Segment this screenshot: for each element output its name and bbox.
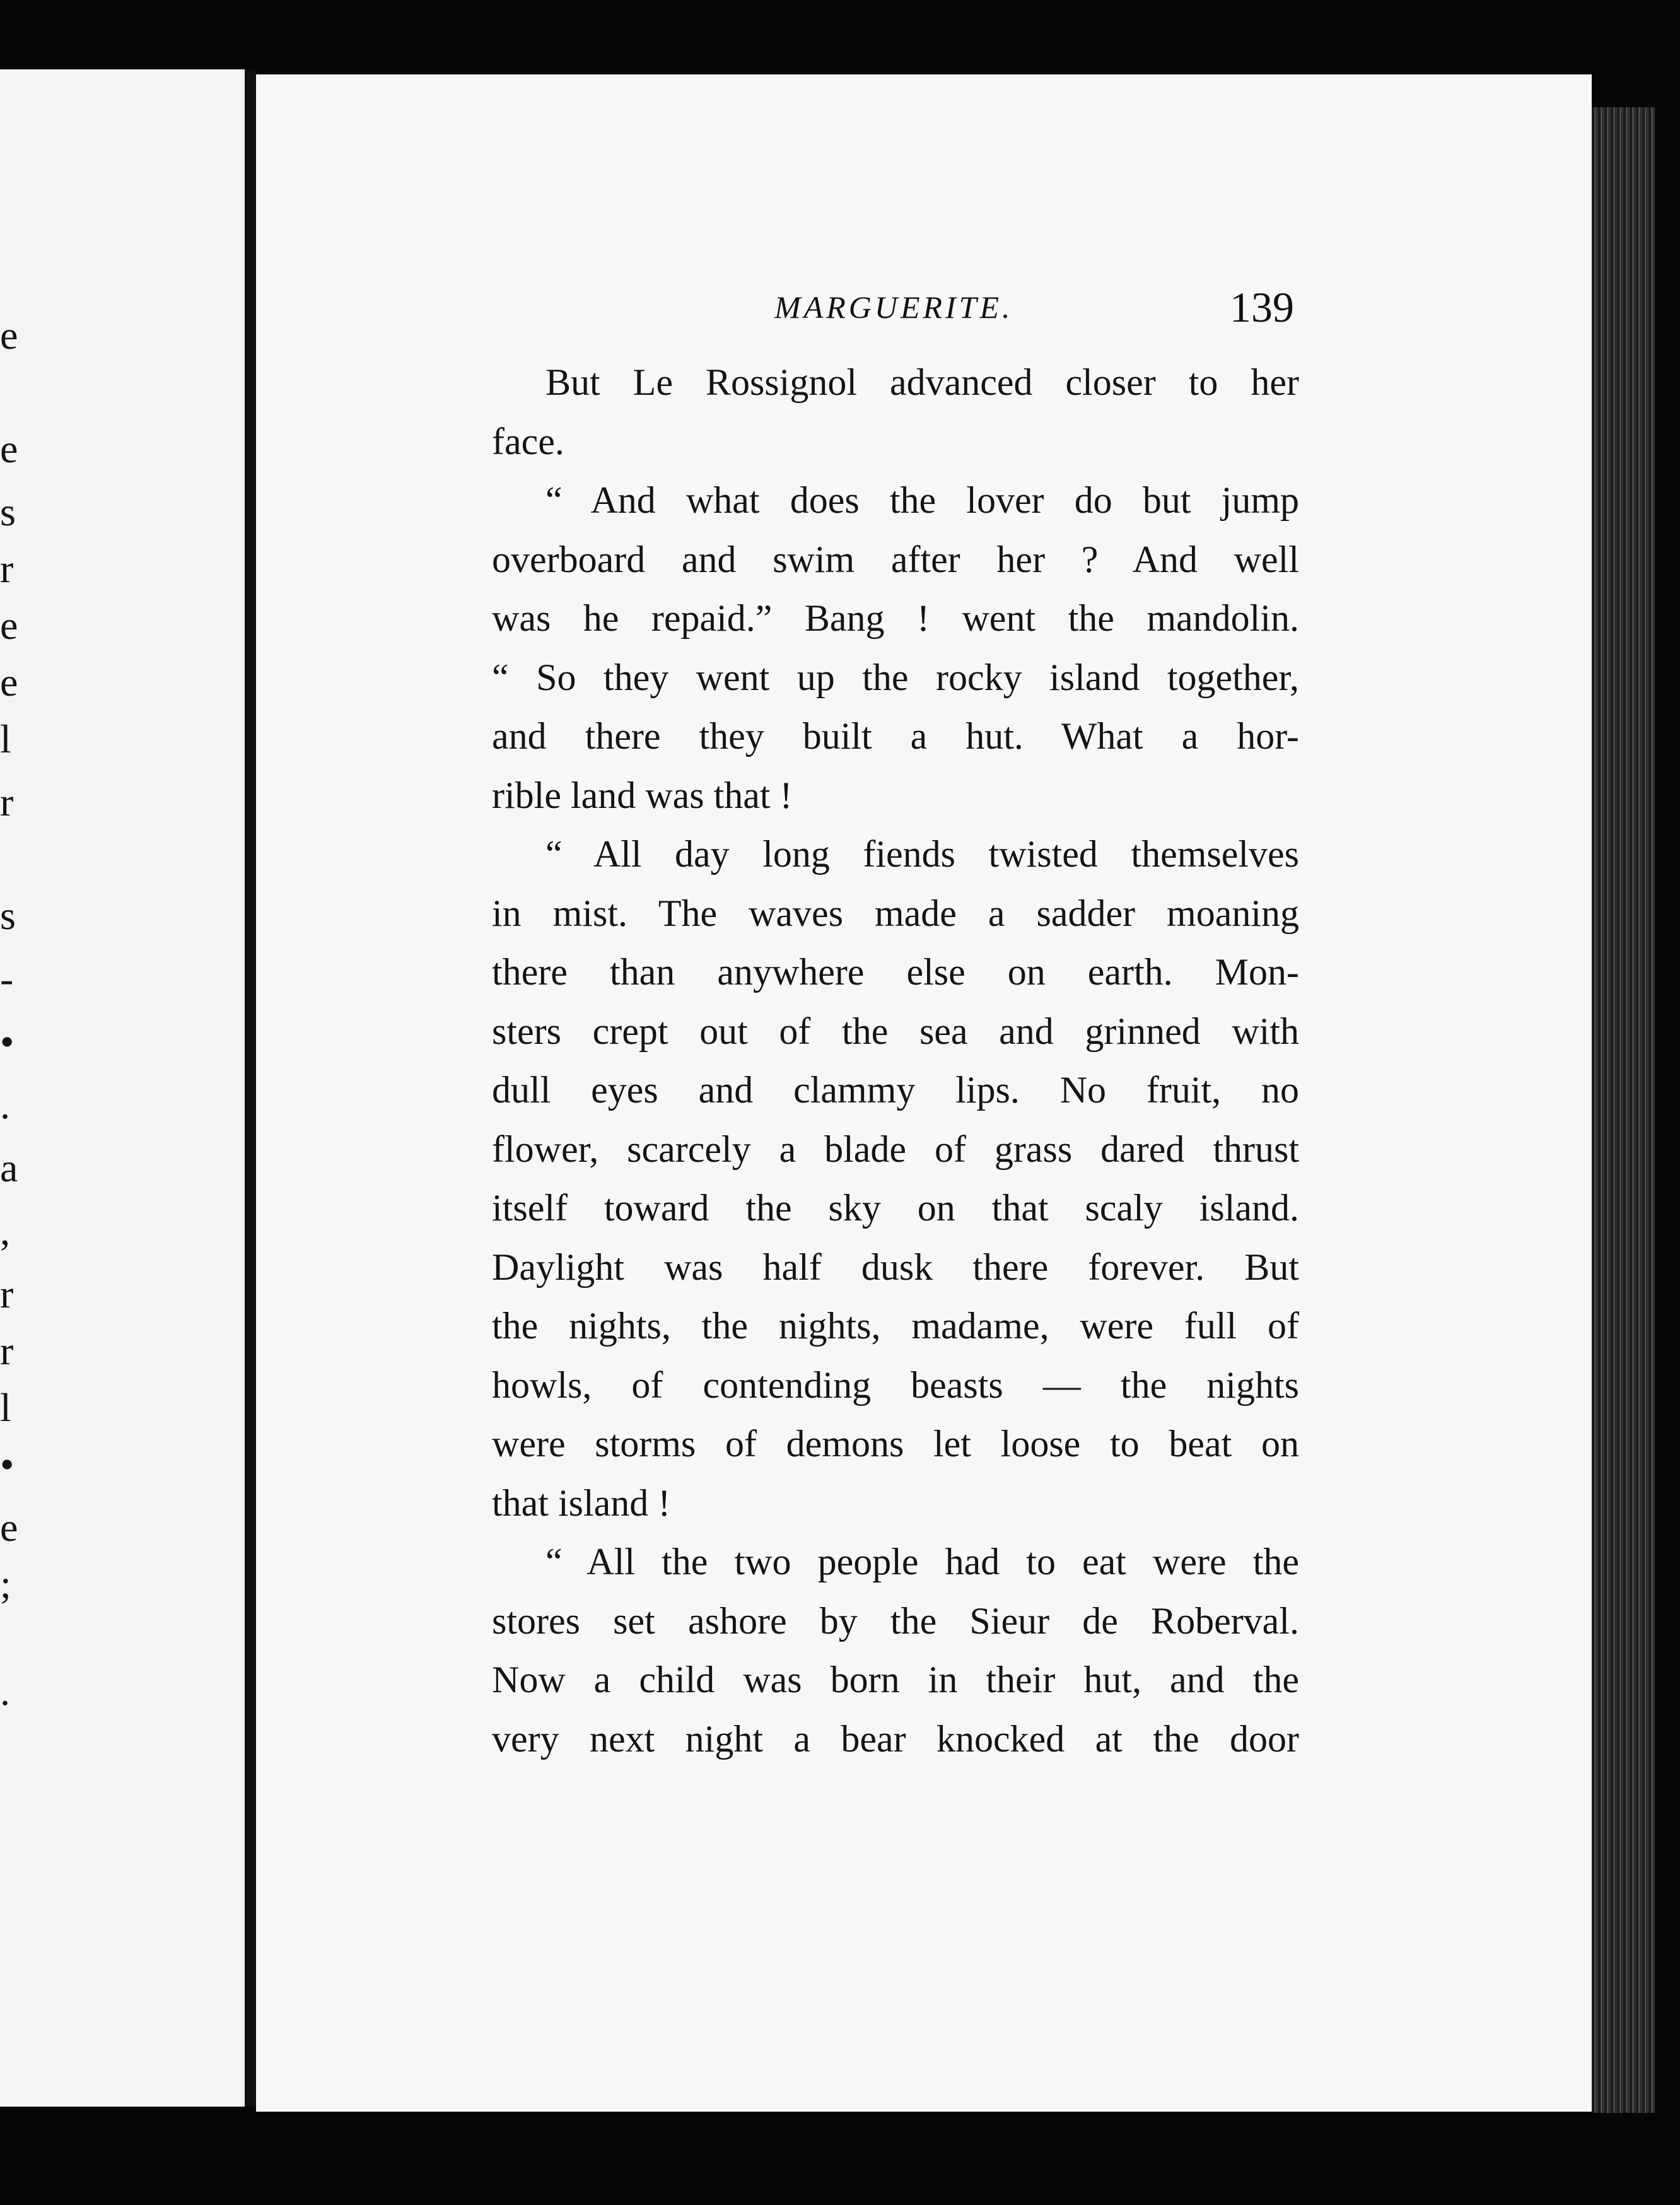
text-line: flower, scarcely a blade of grass dared thrust	[492, 1128, 1299, 1170]
book-gutter	[247, 69, 256, 2107]
text-line: “ All day long fiends twisted themselves	[545, 833, 1299, 875]
paragraph	[492, 1533, 1299, 1769]
paragraph	[492, 471, 1299, 825]
text-line: But Le Rossignol advanced closer to her	[545, 361, 1299, 403]
previous-page-edge-char: .	[0, 1669, 10, 1714]
previous-page-edge-char: ;	[0, 1562, 11, 1606]
previous-page-edge-char: e	[0, 603, 18, 648]
previous-page-edge-char: e	[0, 426, 18, 471]
text-line: stores set ashore by the Sieur de Roberval.	[492, 1600, 1299, 1642]
text-line: “ All the two people had to eat were the	[545, 1541, 1299, 1582]
text-line: there than anywhere else on earth. Mon-	[492, 951, 1299, 993]
page-body-text	[492, 353, 1299, 1769]
text-line: the nights, the nights, madame, were full of	[492, 1305, 1299, 1347]
previous-page-edge-char: r	[0, 1272, 14, 1316]
previous-page-edge-char: .	[0, 1082, 10, 1127]
previous-page-edge-char: s	[0, 489, 16, 534]
previous-page-edge-char: l	[0, 716, 11, 761]
text-line: itself toward the sky on that scaly island.	[492, 1187, 1299, 1229]
text-line: Now a child was born in their hut, and the	[492, 1659, 1299, 1700]
previous-page-edge	[0, 69, 251, 2107]
previous-page-edge-char: -	[0, 956, 14, 1001]
text-line: sters crept out of the sea and grinned with	[492, 1010, 1299, 1052]
previous-page-edge-char: e	[0, 1505, 18, 1550]
previous-page-edge-char: s	[0, 893, 16, 938]
paragraph	[492, 825, 1299, 1533]
previous-page-edge-char: ,	[0, 1208, 10, 1253]
page-number: 139	[1230, 283, 1294, 331]
running-head: MARGUERITE.	[774, 290, 1013, 325]
text-line: dull eyes and clammy lips. No fruit, no	[492, 1069, 1299, 1111]
previous-page-edge-char: l	[0, 1385, 11, 1430]
previous-page-edge-char: r	[0, 780, 14, 824]
text-line: rible land was that !	[492, 774, 793, 816]
text-line: Daylight was half dusk there forever. But	[492, 1246, 1299, 1288]
previous-page-edge-char: r	[0, 1328, 14, 1373]
text-line: that island !	[492, 1482, 671, 1524]
previous-page-edge-char: a	[0, 1145, 18, 1190]
text-line: was he repaid.” Bang ! went the mandolin.	[492, 597, 1299, 639]
text-line: face.	[492, 420, 564, 462]
text-line: overboard and swim after her ? And well	[492, 538, 1299, 580]
text-line: in mist. The waves made a sadder moaning	[492, 892, 1299, 934]
previous-page-edge-char: r	[0, 546, 14, 591]
text-line: were storms of demons let loose to beat on	[492, 1423, 1299, 1465]
previous-page-edge-char: e	[0, 313, 18, 358]
page-fore-edge	[1592, 107, 1655, 2113]
previous-page-edge-char: •	[0, 1019, 15, 1064]
text-line: howls, of contending beasts — the nights	[492, 1364, 1299, 1406]
text-line: and there they built a hut. What a hor-	[492, 715, 1299, 757]
text-line: very next night a bear knocked at the door	[492, 1717, 1299, 1760]
text-line: “ So they went up the rocky island together,	[492, 656, 1299, 698]
paragraph	[492, 353, 1299, 471]
previous-page-edge-char: e	[0, 660, 18, 705]
text-line: “ And what does the lover do but jump	[545, 479, 1299, 521]
previous-page-edge-char: •	[0, 1442, 15, 1487]
